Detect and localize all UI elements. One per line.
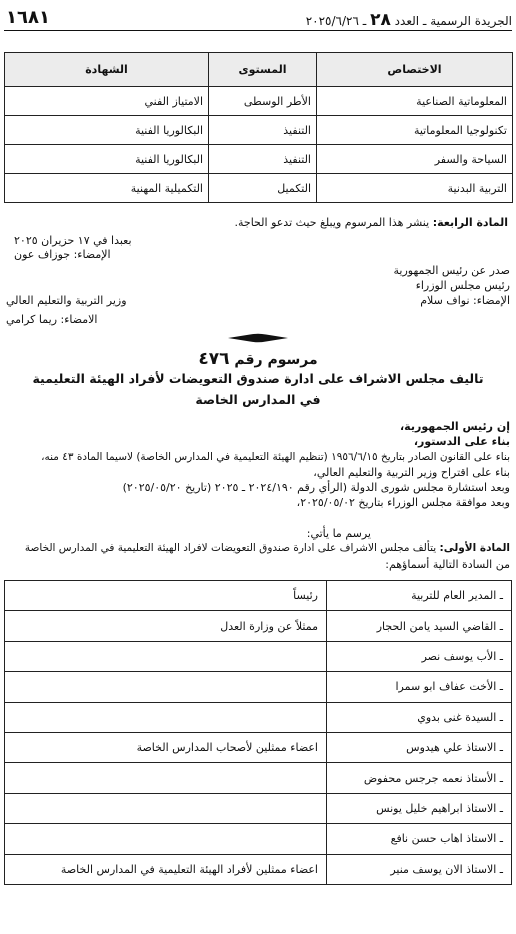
column-header: الاختصاص <box>317 53 513 87</box>
table-cell: البكالوريا الفنية <box>5 145 209 174</box>
member-role: ممثلاً عن وزارة العدل <box>5 611 327 641</box>
decree-number: مرسوم رقم ٤٧٦ <box>198 349 318 369</box>
member-name: ـ الاستاذ اهاب حسن نافع <box>327 824 512 854</box>
article-4 <box>235 216 508 229</box>
table-row <box>5 116 513 145</box>
member-role <box>5 763 327 793</box>
table-cell: تكنولوجيا المعلوماتية <box>317 116 513 145</box>
member-role <box>5 793 327 823</box>
member-name: ـ المدير العام للتربية <box>327 581 512 611</box>
specialties-table <box>4 52 513 203</box>
table-row <box>5 824 512 854</box>
table-row <box>5 732 512 762</box>
member-name: ـ القاضي السيد يامن الحجار <box>327 611 512 641</box>
preamble-line: بناء على القانون الصادر بتاريخ ١٩٥٦/٦/١٥ (تنظيم الهيئة التعليمية في المدارس الخاصة) لاسيما المادة ٤٣ منه، <box>41 451 510 463</box>
table-cell: الامتياز الفني <box>5 87 209 116</box>
member-role: رئيساً <box>5 581 327 611</box>
column-header: الشهادة <box>5 53 209 87</box>
table-row <box>5 581 512 611</box>
table-cell: التنفيذ <box>209 116 317 145</box>
preamble-line: إن رئيس الجمهورية، <box>400 420 510 433</box>
table-row <box>5 854 512 884</box>
table-row <box>5 763 512 793</box>
table-row <box>5 145 513 174</box>
member-name: ـ الاستاذ علي هيدوس <box>327 732 512 762</box>
table-cell: السياحة والسفر <box>317 145 513 174</box>
table-cell: البكالوريا الفنية <box>5 116 209 145</box>
table-cell: الأطر الوسطى <box>209 87 317 116</box>
member-role <box>5 702 327 732</box>
member-name: ـ الأخت عفاف ابو سمرا <box>327 672 512 702</box>
member-role <box>5 824 327 854</box>
pm-title: رئيس مجلس الوزراء <box>415 279 510 292</box>
table-row <box>5 87 513 116</box>
pm-signature: الإمضاء: نواف سلام <box>420 294 510 307</box>
member-role <box>5 672 327 702</box>
table-row <box>5 672 512 702</box>
member-role: اعضاء ممثلين لأفراد الهيئة التعليمية في المدارس الخاصة <box>5 854 327 884</box>
article-1-continuation: من السادة التالية أسماؤهم: <box>385 558 510 571</box>
column-header: المستوى <box>209 53 317 87</box>
preamble-line: وبعد استشارة مجلس شورى الدولة (الرأي رقم ٢٠٢٤/١٩٠ ـ ٢٠٢٥ (تاريخ ٢٠٢٥/٠٥/٢٠) <box>122 481 510 494</box>
article-1-label: المادة الأولى: <box>439 542 510 554</box>
page-number: ١٦٨١ <box>6 7 50 28</box>
table-cell: التنفيذ <box>209 145 317 174</box>
decree-title: تاليف مجلس الاشراف على ادارة صندوق التعويضات لأفراد الهيئة التعليمية <box>32 371 484 386</box>
member-role: اعضاء ممثلين لأصحاب المدارس الخاصة <box>5 732 327 762</box>
decrees-statement: يرسم ما يأتي: <box>306 527 371 540</box>
issue-date: ـ ٢٠٢٥/٦/٢٦ <box>305 14 367 28</box>
table-cell: التكميل <box>209 174 317 203</box>
preamble-line: بناء على الدستور، <box>413 435 510 448</box>
issued-by: صدر عن رئيس الجمهورية <box>393 264 510 277</box>
table-row <box>5 174 513 203</box>
article-4-label: المادة الرابعة: <box>432 216 508 229</box>
decree-title-line2: في المدارس الخاصة <box>195 392 321 407</box>
member-name: ـ الاستاذ الان يوسف منير <box>327 854 512 884</box>
member-name: ـ الاستاذ ابراهيم خليل يونس <box>327 793 512 823</box>
issue-number: ٢٨ <box>370 10 391 30</box>
minister-title: وزير التربية والتعليم العالي <box>6 294 127 307</box>
article-1 <box>25 542 510 554</box>
president-signature: الإمضاء: جوزاف عون <box>14 248 111 261</box>
table-row <box>5 702 512 732</box>
table-cell: التكميلية المهنية <box>5 174 209 203</box>
page-header <box>4 6 512 31</box>
minister-signature: الامضاء: ريما كرامي <box>6 313 98 326</box>
table-cell: التربية البدنية <box>317 174 513 203</box>
members-table <box>4 580 512 885</box>
table-cell: المعلوماتية الصناعية <box>317 87 513 116</box>
member-name: ـ الأستاذ نعمه جرجس محفوض <box>327 763 512 793</box>
place-date: بعبدا في ١٧ حزيران ٢٠٢٥ <box>14 234 132 247</box>
table-row <box>5 793 512 823</box>
gazette-title: الجريدة الرسمية ـ العدد ٢٨ ـ ٢٠٢٥/٦/٢٦ <box>305 10 512 30</box>
decree-number-value: ٤٧٦ <box>198 349 230 369</box>
preamble-line: بناء على اقتراح وزير التربية والتعليم العالي، <box>313 466 510 479</box>
table-row <box>5 641 512 671</box>
member-role <box>5 641 327 671</box>
preamble-line: وبعد موافقة مجلس الوزراء بتاريخ ٢٠٢٥/٠٥/٠٢، <box>296 496 510 509</box>
section-divider <box>228 333 288 343</box>
member-name: ـ السيدة غنى بدوي <box>327 702 512 732</box>
table-header-row <box>5 53 513 87</box>
article-1-text: يتألف مجلس الاشراف على ادارة صندوق التعويضات لافراد الهيئة التعليمية في المدارس الخاصة <box>24 542 440 554</box>
member-name: ـ الأب يوسف نصر <box>327 641 512 671</box>
table-row <box>5 611 512 641</box>
article-4-text: ينشر هذا المرسوم ويبلغ حيث تدعو الحاجة. <box>234 216 433 229</box>
